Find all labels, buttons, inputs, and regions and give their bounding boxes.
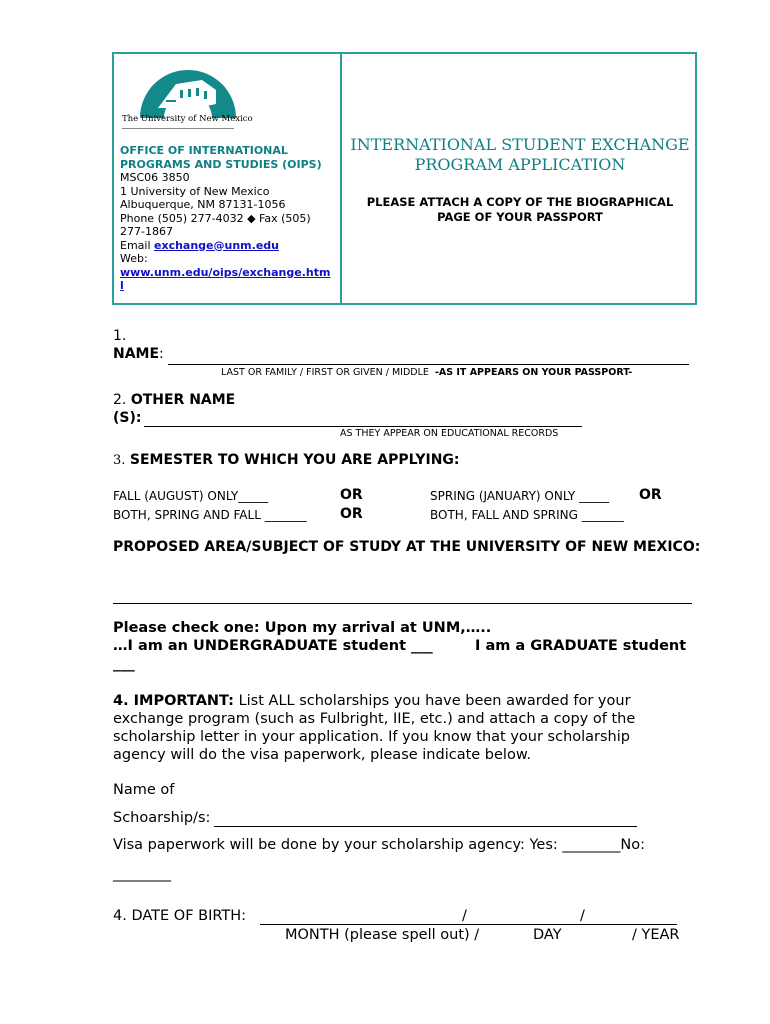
university-name: The University of New Mexico bbox=[122, 114, 253, 124]
scholarship-label: Schoarship/s: bbox=[113, 810, 211, 826]
dob-month-hint: MONTH (please spell out) / bbox=[285, 927, 480, 943]
graduate-blank[interactable]: ___ bbox=[113, 656, 135, 672]
or-label-2: OR bbox=[639, 487, 662, 503]
q4-label: 4. IMPORTANT: bbox=[113, 693, 234, 709]
passport-note: PLEASE ATTACH A COPY OF THE BIOGRAPHICAL PAGE OF YOUR PASSPORT bbox=[366, 195, 674, 224]
form-title: INTERNATIONAL STUDENT EXCHANGE PROGRAM APPLICATION bbox=[350, 135, 690, 174]
q1-hint-text: LAST OR FAMILY / FIRST OR GIVEN / MIDDLE bbox=[221, 367, 429, 378]
q1-hint bbox=[221, 367, 632, 378]
q2-number: 2. bbox=[113, 392, 127, 408]
study-area-input-line[interactable] bbox=[113, 603, 692, 604]
dob-slash-2: / bbox=[580, 908, 585, 924]
phone-fax: Phone (505) 277-4032 ◆ Fax (505) 277-1867 bbox=[120, 211, 311, 238]
oips-contact bbox=[120, 144, 332, 293]
scholarship-instructions bbox=[113, 692, 683, 764]
scholarship-input-line[interactable] bbox=[214, 826, 637, 827]
address-line-2: Albuquerque, NM 87131-1056 bbox=[120, 198, 286, 211]
graduate-option[interactable]: I am a GRADUATE student bbox=[475, 638, 687, 654]
dob-label: 4. DATE OF BIRTH: bbox=[113, 908, 247, 924]
q1-hint-bold: -AS IT APPEARS ON YOUR PASSPORT- bbox=[434, 367, 633, 378]
level-prompt: Please check one: Upon my arrival at UNM,….. bbox=[113, 620, 492, 636]
q3-label-block bbox=[113, 452, 460, 468]
web-link[interactable]: www.unm.edu/oips/exchange.html bbox=[120, 265, 331, 292]
q2-label-block bbox=[113, 391, 263, 427]
undergraduate-option[interactable]: …I am an UNDERGRADUATE student ___ bbox=[113, 638, 433, 654]
address-line-1: 1 University of New Mexico bbox=[120, 184, 270, 198]
header-box bbox=[112, 52, 697, 305]
q2-label: OTHER NAME (S): bbox=[113, 392, 236, 426]
visa-no-blank[interactable]: ________ bbox=[113, 866, 171, 882]
msc-code: MSC06 3850 bbox=[120, 171, 190, 184]
q3-number: 3. bbox=[113, 453, 126, 468]
q1-label: NAME bbox=[113, 346, 160, 362]
name-input-line[interactable] bbox=[168, 364, 689, 365]
email-label: Email bbox=[120, 238, 155, 252]
dob-slash-1: / bbox=[462, 908, 467, 924]
name-of-label: Name of bbox=[113, 782, 175, 798]
study-area-label: PROPOSED AREA/SUBJECT OF STUDY AT THE UNIVERSITY OF NEW MEXICO: bbox=[113, 539, 701, 555]
unm-logo-icon bbox=[136, 60, 242, 122]
q1-label-line bbox=[113, 346, 164, 362]
or-label-1: OR bbox=[340, 487, 363, 503]
header-divider bbox=[340, 54, 342, 303]
semester-spring-and-fall[interactable]: BOTH, SPRING AND FALL _______ bbox=[113, 508, 307, 522]
q1-colon: : bbox=[159, 346, 164, 362]
dob-input-line[interactable] bbox=[260, 924, 677, 925]
q3-label: SEMESTER TO WHICH YOU ARE APPLYING: bbox=[129, 452, 460, 468]
email-link[interactable]: exchange@unm.edu bbox=[154, 238, 279, 252]
q1-number: 1. bbox=[113, 328, 127, 344]
q2-hint: AS THEY APPEAR ON EDUCATIONAL RECORDS bbox=[340, 428, 559, 439]
semester-spring-only[interactable]: SPRING (JANUARY) ONLY _____ bbox=[430, 489, 610, 503]
visa-question[interactable]: Visa paperwork will be done by your scholarship agency: Yes: ________No: bbox=[113, 837, 645, 853]
logo-rule bbox=[122, 128, 234, 129]
q4-text: List ALL scholarships you have been awarded for your exchange program (such as Fulbright, IIE, etc.) and attach a copy of the scholarship letter in your application. If you know that your scholarship agency will do the visa paperwork, please indicate below. bbox=[113, 693, 636, 763]
web-label: Web: bbox=[120, 252, 148, 265]
office-name: OFFICE OF INTERNATIONAL PROGRAMS AND STUDIES (OIPS) bbox=[120, 144, 322, 171]
other-name-input-line[interactable] bbox=[144, 426, 582, 427]
semester-fall-only[interactable]: FALL (AUGUST) ONLY_____ bbox=[113, 489, 269, 503]
dob-day-hint: DAY bbox=[533, 927, 562, 943]
dob-year-hint: / YEAR bbox=[632, 927, 680, 943]
email-line bbox=[120, 239, 332, 253]
semester-fall-and-spring[interactable]: BOTH, FALL AND SPRING _______ bbox=[430, 508, 624, 522]
or-label-3: OR bbox=[340, 506, 363, 522]
